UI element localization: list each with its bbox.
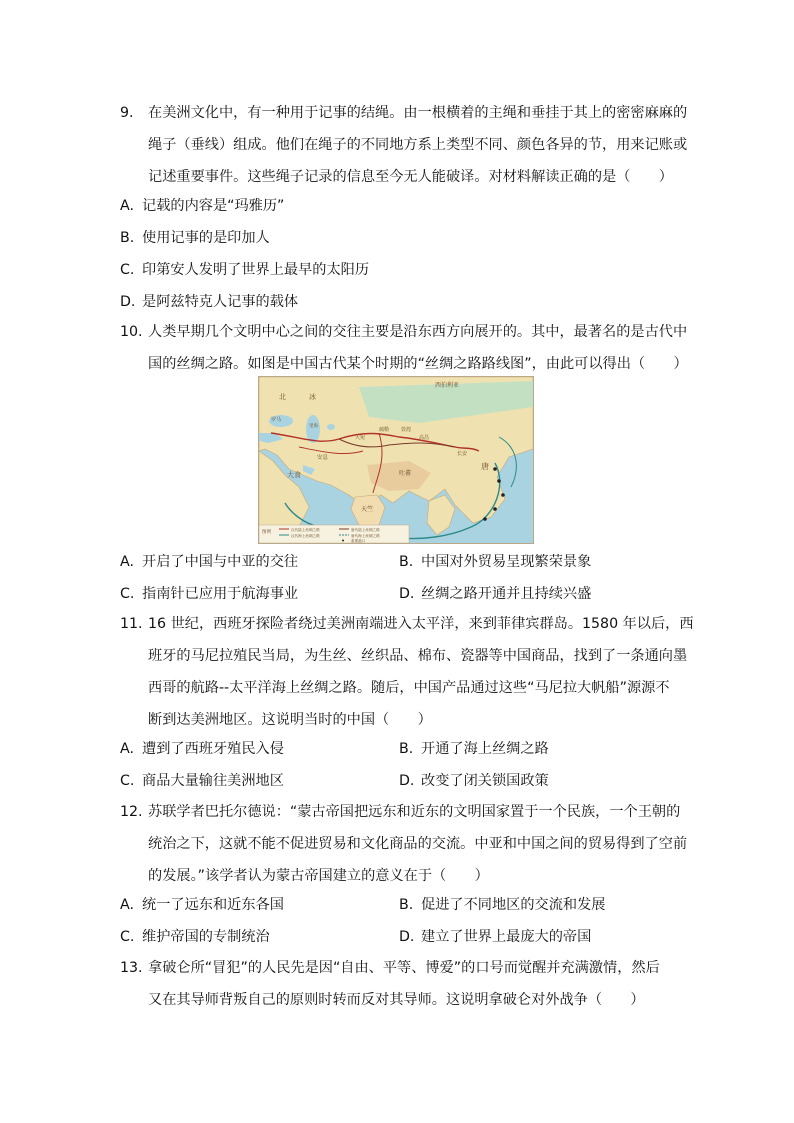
question-line: 人类早期几个文明中心之间的交往主要是沿东西方向展开的。其中，最著名的是古代中 <box>148 324 688 340</box>
option-text: 使用记事的是印加人 <box>142 230 270 246</box>
question-number: 12. <box>120 804 143 820</box>
map-label-dunhuang: 敦煌 <box>401 427 412 433</box>
silk-road-map <box>258 376 534 544</box>
question-line: 断到达美洲地区。这说明当时的中国（ ） <box>148 712 432 728</box>
question-12 <box>120 796 688 892</box>
option-text: 开通了海上丝绸之路 <box>421 741 549 757</box>
option-label: C. <box>120 929 135 945</box>
option-b[interactable] <box>120 228 270 248</box>
map-label-tubo: 吐蕃 <box>399 470 412 477</box>
option-text: 中国对外贸易呈现繁荣景象 <box>421 554 592 570</box>
option-text: 记载的内容是“玛雅历” <box>142 198 285 214</box>
question-number: 13. <box>120 960 143 976</box>
option-label: C. <box>120 773 135 789</box>
option-b[interactable] <box>399 895 605 915</box>
map-label-sea2: 冰 <box>309 393 316 401</box>
option-label: D. <box>399 586 415 602</box>
map-label-gaochang: 高昌 <box>419 435 430 441</box>
question-line: 16 世纪，西班牙探险者绕过美洲南端进入太平洋，来到菲律宾群岛。1580 年以后，西 <box>148 616 694 632</box>
question-number: 10. <box>120 324 143 340</box>
option-label: A. <box>120 741 134 757</box>
option-label: B. <box>399 897 414 913</box>
option-d[interactable] <box>399 584 591 604</box>
option-label: B. <box>399 554 414 570</box>
option-text: 遭到了西班牙殖民入侵 <box>142 741 284 757</box>
question-line: 班牙的马尼拉殖民当局，为生丝、丝织品、棉布、瓷器等中国商品，找到了一条通向墨 <box>148 648 688 664</box>
option-text: 改变了闭关锁国政策 <box>421 773 549 789</box>
question-line: 苏联学者巴托尔德说：“蒙古帝国把远东和近东的文明国家置于一个民族，一个王朝的 <box>148 804 681 820</box>
option-label: D. <box>120 294 136 310</box>
option-c[interactable] <box>120 771 284 791</box>
map-label-shule: 疏勒 <box>379 427 390 433</box>
question-line: 西哥的航路--太平洋海上丝绸之路。随后，中国产品通过这些“马尼拉大帆船”源源不 <box>148 680 670 696</box>
map-label-rome: 罗马 <box>271 417 282 423</box>
option-text: 印第安人发明了世界上最早的太阳历 <box>142 262 370 278</box>
option-b[interactable] <box>399 552 591 572</box>
map-legend-item: 汉代陆上丝绸之路 <box>291 528 320 532</box>
map-label-dashi: 大食 <box>287 471 301 479</box>
map-label-tianzhu: 天竺 <box>361 506 374 513</box>
option-text: 促进了不同地区的交流和发展 <box>421 897 606 913</box>
option-a[interactable] <box>120 895 284 915</box>
question-line: 绳子（垂线）组成。他们在绳子的不同地方系上类型不同、颜色各异的节，用来记账或 <box>148 137 688 153</box>
option-text: 是阿兹特克人记事的载体 <box>142 294 299 310</box>
map-label-changan: 长安 <box>457 451 468 457</box>
option-text: 丝绸之路开通并且持续兴盛 <box>421 586 592 602</box>
map-label-anxi: 安息 <box>317 455 329 461</box>
map-label-dayuan: 大宛 <box>355 435 366 441</box>
option-text: 商品大量输往美洲地区 <box>142 773 284 789</box>
option-a[interactable] <box>120 739 284 759</box>
option-label: B. <box>120 230 135 246</box>
question-13 <box>120 952 680 1016</box>
question-line: 国的丝绸之路。如图是中国古代某个时期的“丝绸之路路线图”，由此可以得出（ ） <box>148 356 688 372</box>
option-d[interactable] <box>120 292 298 312</box>
question-line: 在美洲文化中，有一种用于记事的结绳。由一根横着的主绳和垂挂于其上的密密麻麻的 <box>148 105 688 121</box>
option-a[interactable] <box>120 552 298 572</box>
question-number: 9. <box>120 105 134 121</box>
option-d[interactable] <box>399 771 549 791</box>
map-label-tang: 唐 <box>481 462 489 471</box>
option-text: 开启了中国与中亚的交往 <box>142 554 299 570</box>
map-label-sea: 北 <box>279 393 286 401</box>
question-11 <box>120 608 694 736</box>
question-number: 11. <box>120 616 143 632</box>
option-label: A. <box>120 198 134 214</box>
option-d[interactable] <box>399 927 591 947</box>
option-c[interactable] <box>120 584 298 604</box>
option-text: 建立了世界上最庞大的帝国 <box>421 929 592 945</box>
map-legend-title: 图例 <box>262 530 271 535</box>
option-label: D. <box>399 773 415 789</box>
map-legend-item: 重要港口 <box>351 539 366 543</box>
map-legend-item: 唐代陆上丝绸之路 <box>351 528 380 532</box>
map-legend-item: 汉代海上丝绸之路 <box>291 534 320 538</box>
option-label: C. <box>120 262 135 278</box>
option-label: B. <box>399 741 414 757</box>
option-label: A. <box>120 897 134 913</box>
question-line: 的发展。”该学者认为蒙古帝国建立的意义在于（ ） <box>148 868 489 884</box>
question-10 <box>120 316 688 380</box>
option-label: D. <box>399 929 415 945</box>
map-legend-item: 唐代海上丝绸之路 <box>351 534 380 538</box>
option-c[interactable] <box>120 927 270 947</box>
map-label-caspian: 里海 <box>309 424 318 429</box>
option-c[interactable] <box>120 260 369 280</box>
map-label-siberia: 西伯利亚 <box>435 382 460 389</box>
option-text: 维护帝国的专制统治 <box>142 929 270 945</box>
option-label: C. <box>120 586 135 602</box>
question-line: 拿破仑所“冒犯”的人民先是因“自由、平等、博爱”的口号而觉醒并充满激情，然后 <box>148 960 660 976</box>
option-text: 指南针已应用于航海事业 <box>142 586 299 602</box>
question-9 <box>120 97 688 193</box>
option-a[interactable] <box>120 196 284 216</box>
option-b[interactable] <box>399 739 549 759</box>
question-line: 记述重要事件。这些绳子记录的信息至今无人能破译。对材料解读正确的是（ ） <box>148 169 673 185</box>
question-line: 又在其导师背叛自己的原则时转而反对其导师。这说明拿破仑对外战争（ ） <box>148 992 645 1008</box>
option-label: A. <box>120 554 134 570</box>
question-line: 统治之下，这就不能不促进贸易和文化商品的交流。中亚和中国之间的贸易得到了空前 <box>148 836 688 852</box>
option-text: 统一了远东和近东各国 <box>142 897 284 913</box>
